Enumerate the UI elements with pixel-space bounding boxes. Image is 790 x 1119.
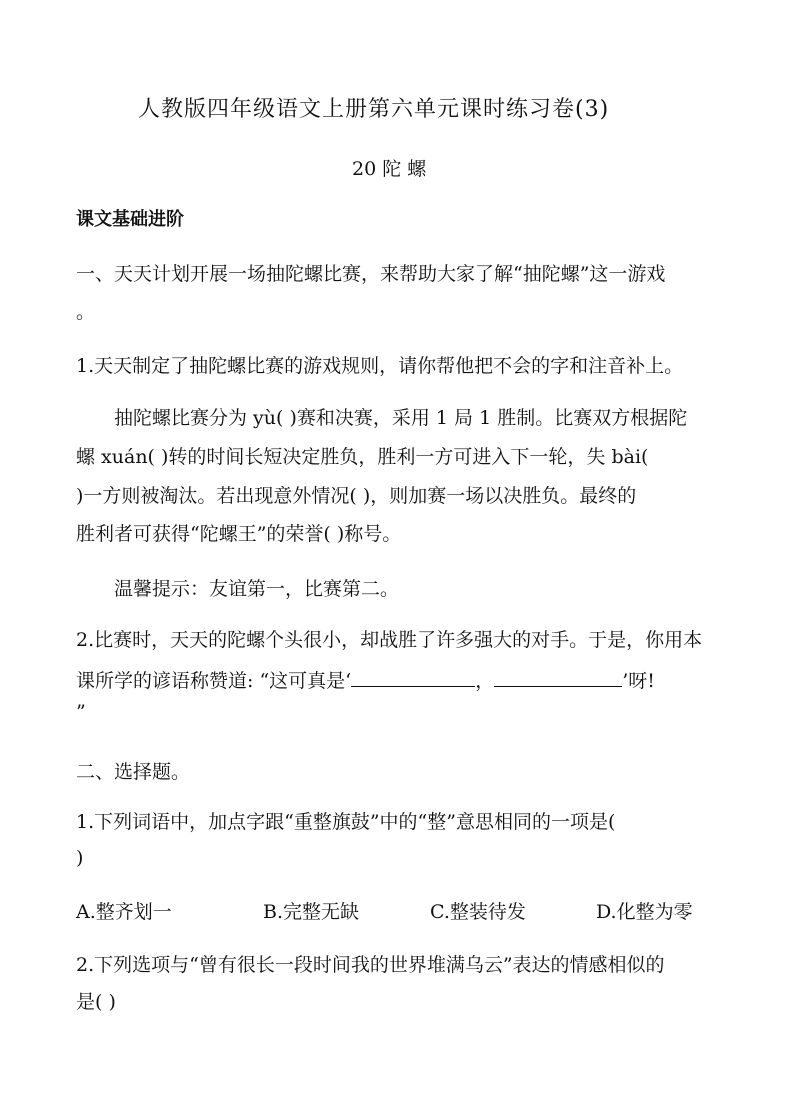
choice-question-1-line-1: 1.下列词语中，加点字跟“重整旗鼓”中的“整”意思相同的一项是(: [76, 811, 616, 833]
option-c[interactable]: C.整装待发: [430, 901, 526, 923]
sub-question-1: 1.天天制定了抽陀螺比赛的游戏规则，请你帮他把不会的字和注音补上。: [76, 355, 684, 377]
option-d[interactable]: D.化整为零: [596, 901, 693, 923]
choice-question-2-line-2: 是( ): [76, 991, 116, 1013]
option-b[interactable]: B.完整无缺: [263, 901, 360, 923]
question-2-line-3: ”: [76, 701, 86, 723]
page-title: 人教版四年级语文上册第六单元课时练习卷(3): [138, 97, 610, 122]
choice-question-1-line-2: ): [76, 847, 84, 869]
question-1-intro-end: 。: [76, 301, 96, 323]
passage-line-4: 胜利者可获得“陀螺王”的荣誉( )称号。: [76, 523, 402, 545]
question-2-prefix: 课所学的谚语称赞道: “这可真是‘: [76, 670, 352, 692]
question-2-line-2: [76, 666, 655, 693]
question-1-intro: 一、天天计划开展一场抽陀螺比赛，来帮助大家了解“抽陀螺”这一游戏: [76, 263, 666, 285]
answer-blank-1[interactable]: [351, 666, 475, 687]
passage-line-3: )一方则被淘汰。若出现意外情况( )，则加赛一场以决胜负。最终的: [76, 485, 637, 507]
question-2-suffix: ’呀!: [622, 670, 655, 692]
answer-blank-2[interactable]: [494, 666, 622, 687]
passage-line-1: 抽陀螺比赛分为 yù( )赛和决赛，采用 1 局 1 胜制。比赛双方根据陀: [114, 407, 688, 429]
passage-line-2: 螺 xuán( )转的时间长短决定胜负，胜利一方可进入下一轮，失 bài(: [76, 446, 649, 468]
section-heading: 课文基础进阶: [76, 209, 184, 230]
section-2-heading: 二、选择题。: [76, 761, 191, 783]
tip-text: 温馨提示：友谊第一，比赛第二。: [114, 578, 400, 600]
lesson-title: 20 陀 螺: [352, 158, 427, 180]
question-2-comma: ，: [475, 670, 495, 692]
option-a[interactable]: A.整齐划一: [76, 901, 172, 923]
question-2-line-1: 2.比赛时，天天的陀螺个头很小，却战胜了许多强大的对手。于是，你用本: [76, 629, 703, 651]
choice-question-2-line-1: 2.下列选项与“曾有很长一段时间我的世界堆满乌云”表达的情感相似的: [76, 954, 665, 976]
